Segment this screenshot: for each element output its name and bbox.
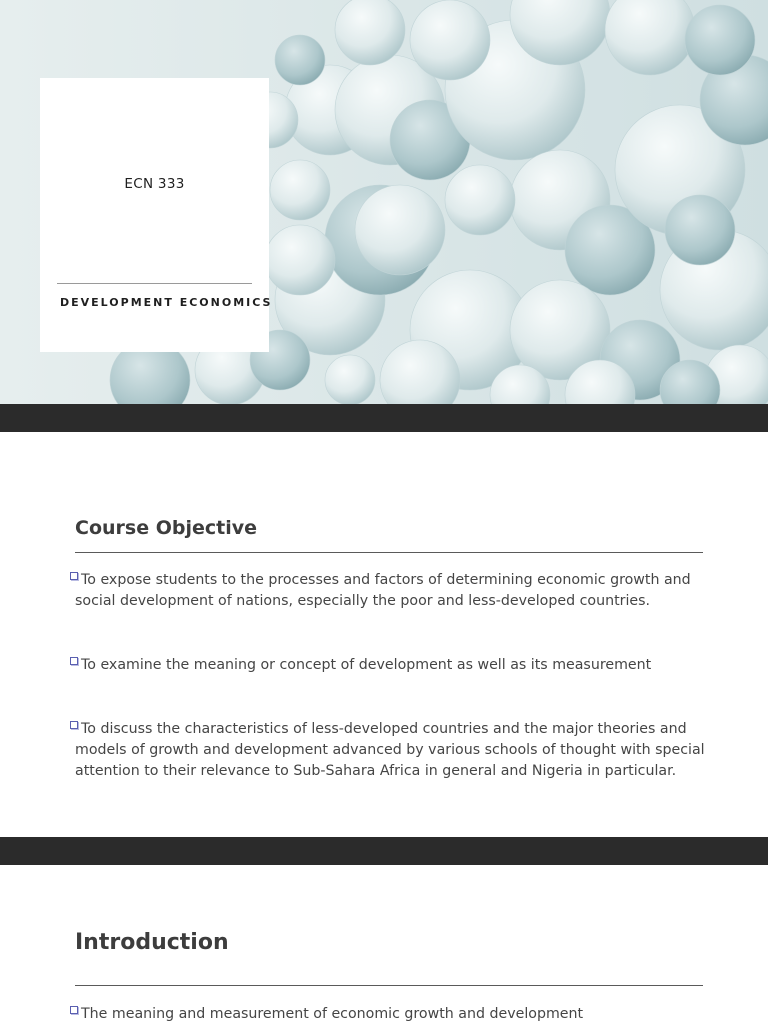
course-code: ECN 333 <box>124 176 185 192</box>
list-item: To discuss the characteristics of less-developed countries and the major theories and models of growth and development advanced by various schools of thought with special attention to their relevance to Sub-Sahara Africa in general and Nigeria in particular. <box>75 719 705 782</box>
square-bullet-icon <box>70 572 78 580</box>
list-item: To expose students to the processes and factors of determining economic growth and social development of nations, especially the poor and less-developed countries. <box>75 570 705 612</box>
section-heading: Course Objective <box>75 517 257 539</box>
section-heading: Introduction <box>75 930 229 955</box>
list-item: The meaning and measurement of economic growth and development <box>75 1004 705 1024</box>
square-bullet-icon <box>70 657 78 665</box>
card-divider <box>57 283 252 284</box>
title-card <box>40 78 273 352</box>
title-slide <box>0 0 768 404</box>
square-bullet-icon <box>70 1006 78 1014</box>
slide-separator <box>0 837 768 865</box>
heading-rule <box>75 985 703 986</box>
slide-separator <box>0 404 768 432</box>
list-item: To examine the meaning or concept of development as well as its measurement <box>75 655 705 676</box>
course-name: DEVELOPMENT ECONOMICS <box>60 296 273 309</box>
heading-rule <box>75 552 703 553</box>
square-bullet-icon <box>70 721 78 729</box>
